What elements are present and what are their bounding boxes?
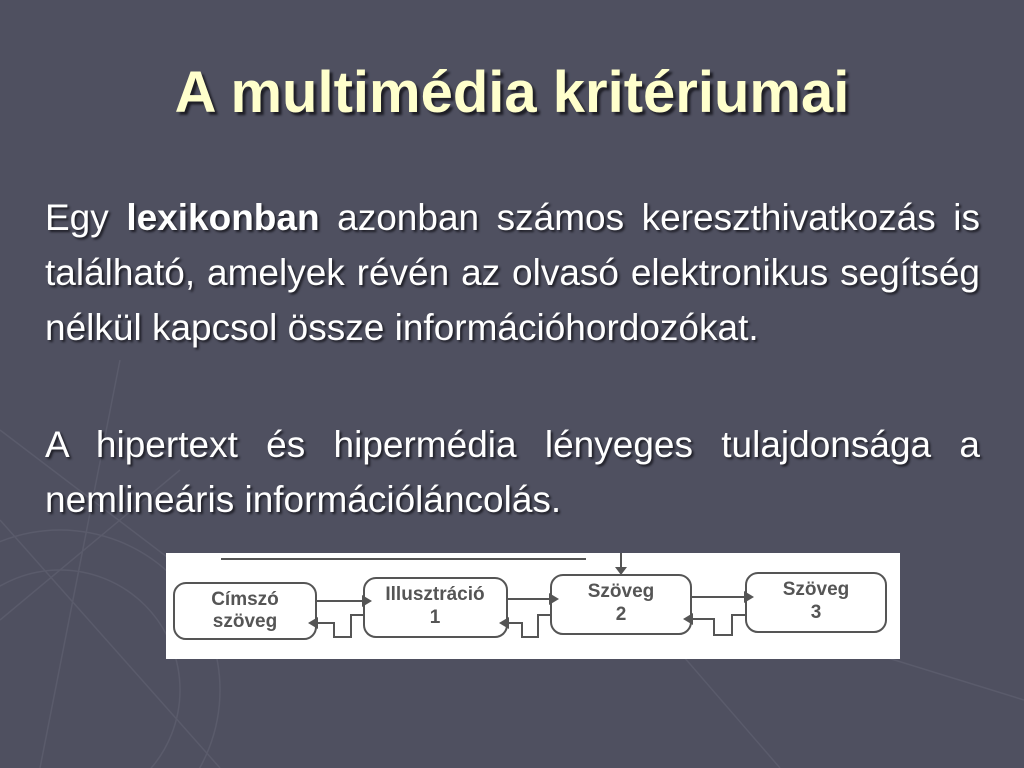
box-cimszo-line1: Címszó — [211, 589, 279, 610]
paragraph-hipertext: A hipertext és hipermédia lényeges tulajdonsága a nemlineáris információláncolás. — [45, 424, 980, 520]
paragraph-lexikon-part2: azonban számos kereszthivatkozás is található, amelyek révén az olvasó elektronikus segítség nélkül kapcsol össze információhordozókat. — [45, 197, 980, 348]
arrow-back-3 — [693, 615, 746, 635]
box-illusztracio-line1: Illusztráció — [385, 584, 485, 605]
hypertext-diagram — [166, 553, 900, 659]
slide-title: A multimédia kritériumai — [174, 60, 850, 125]
arrowhead-back-1 — [308, 617, 318, 629]
arrowhead-forward-1 — [362, 595, 372, 607]
box-szoveg-3-line2: 3 — [810, 602, 822, 623]
arrowhead-forward-3 — [744, 591, 754, 603]
arrow-back-2 — [509, 615, 551, 637]
box-szoveg-2-line2: 2 — [615, 604, 627, 625]
box-illusztracio-line2: 1 — [429, 607, 441, 628]
arrow-back-1 — [318, 615, 364, 637]
arrowhead-back-3 — [683, 613, 693, 625]
box-szoveg-2-line1: Szöveg — [587, 581, 655, 602]
paragraph-lexikon-part1: Egy — [45, 197, 127, 238]
arrowhead-down — [615, 567, 627, 575]
box-szoveg-3-line1: Szöveg — [782, 579, 850, 600]
arrowhead-forward-2 — [549, 593, 559, 605]
arrowhead-back-2 — [499, 617, 509, 629]
paragraph-lexikon — [45, 190, 980, 355]
box-cimszo-line2: szöveg — [212, 611, 278, 632]
paragraph-lexikon-bold: lexikonban — [126, 197, 320, 238]
